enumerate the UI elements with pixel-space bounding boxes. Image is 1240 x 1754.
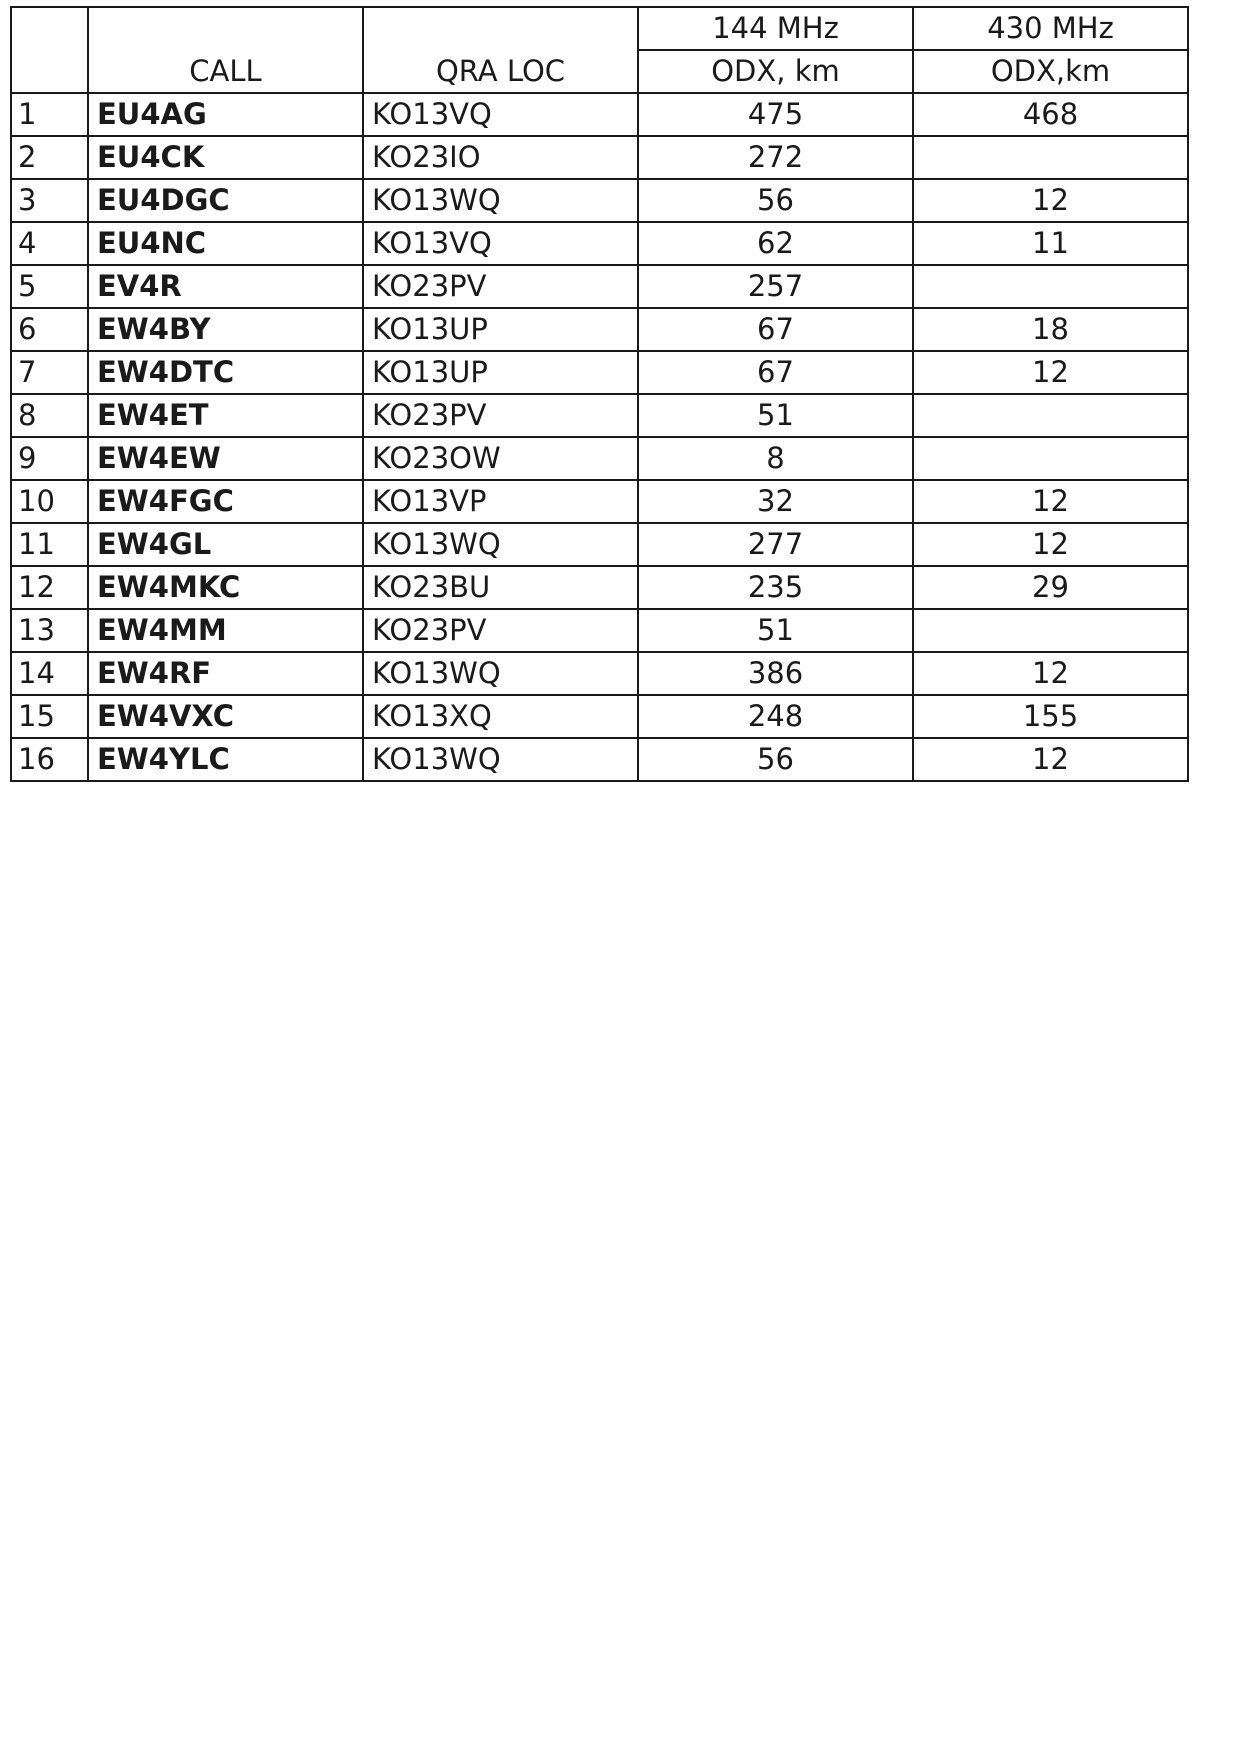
table-row (11, 308, 1188, 351)
table-row (11, 394, 1188, 437)
call-sign: EV4R (88, 265, 363, 308)
call-sign: EW4FGC (88, 480, 363, 523)
odx-144-value: 272 (638, 136, 913, 179)
odx-430-value (913, 394, 1188, 437)
qra-locator: KO13VQ (363, 222, 638, 265)
odx-table (10, 6, 1189, 782)
odx-144-value: 257 (638, 265, 913, 308)
call-sign: EW4MM (88, 609, 363, 652)
odx-430-value: 12 (913, 351, 1188, 394)
table-row (11, 136, 1188, 179)
call-sign: EU4CK (88, 136, 363, 179)
table-row (11, 695, 1188, 738)
odx-430-value: 12 (913, 523, 1188, 566)
row-number: 14 (11, 652, 88, 695)
table-row (11, 480, 1188, 523)
qra-locator: KO13UP (363, 351, 638, 394)
row-number: 11 (11, 523, 88, 566)
qra-locator: KO23PV (363, 265, 638, 308)
call-sign: EU4DGC (88, 179, 363, 222)
qra-locator: KO13WQ (363, 523, 638, 566)
call-sign: EW4YLC (88, 738, 363, 781)
odx-430-value: 18 (913, 308, 1188, 351)
odx-144-value: 248 (638, 695, 913, 738)
header-odx-430: ODX,km (913, 50, 1188, 93)
call-sign: EU4AG (88, 93, 363, 136)
odx-144-value: 8 (638, 437, 913, 480)
call-sign: EU4NC (88, 222, 363, 265)
odx-144-value: 51 (638, 394, 913, 437)
qra-locator: KO13VP (363, 480, 638, 523)
odx-430-value: 12 (913, 179, 1188, 222)
call-sign: EW4VXC (88, 695, 363, 738)
qra-locator: KO13XQ (363, 695, 638, 738)
qra-locator: KO23PV (363, 394, 638, 437)
odx-430-value (913, 437, 1188, 480)
row-number: 8 (11, 394, 88, 437)
qra-locator: KO13VQ (363, 93, 638, 136)
call-sign: EW4BY (88, 308, 363, 351)
call-sign: EW4DTC (88, 351, 363, 394)
row-number: 2 (11, 136, 88, 179)
odx-144-value: 235 (638, 566, 913, 609)
call-sign: EW4ET (88, 394, 363, 437)
table-row (11, 738, 1188, 781)
odx-430-value: 12 (913, 652, 1188, 695)
odx-144-value: 62 (638, 222, 913, 265)
qra-locator: KO23BU (363, 566, 638, 609)
row-number: 4 (11, 222, 88, 265)
odx-144-value: 475 (638, 93, 913, 136)
row-number: 6 (11, 308, 88, 351)
row-number: 16 (11, 738, 88, 781)
row-number: 13 (11, 609, 88, 652)
row-number: 12 (11, 566, 88, 609)
header-corner (11, 7, 88, 50)
table-row (11, 179, 1188, 222)
odx-430-value: 29 (913, 566, 1188, 609)
odx-144-value: 386 (638, 652, 913, 695)
odx-430-value: 12 (913, 480, 1188, 523)
odx-430-value: 155 (913, 695, 1188, 738)
header-qra-loc: QRA LOC (363, 50, 638, 93)
header-corner-bottom (11, 50, 88, 93)
odx-144-value: 67 (638, 308, 913, 351)
odx-430-value (913, 136, 1188, 179)
odx-430-value: 11 (913, 222, 1188, 265)
row-number: 7 (11, 351, 88, 394)
odx-144-value: 51 (638, 609, 913, 652)
row-number: 1 (11, 93, 88, 136)
header-call-top (88, 7, 363, 50)
row-number: 3 (11, 179, 88, 222)
odx-430-value: 12 (913, 738, 1188, 781)
table-row (11, 566, 1188, 609)
qra-locator: KO13WQ (363, 652, 638, 695)
row-number: 9 (11, 437, 88, 480)
table-row (11, 609, 1188, 652)
qra-locator: KO13WQ (363, 179, 638, 222)
qra-locator: KO13UP (363, 308, 638, 351)
qra-locator: KO23PV (363, 609, 638, 652)
table-row (11, 523, 1188, 566)
odx-430-value (913, 609, 1188, 652)
header-row-top (11, 7, 1188, 50)
table-row (11, 265, 1188, 308)
call-sign: EW4GL (88, 523, 363, 566)
odx-144-value: 32 (638, 480, 913, 523)
table-row (11, 351, 1188, 394)
odx-144-value: 56 (638, 738, 913, 781)
header-row-bottom (11, 50, 1188, 93)
header-band-144: 144 MHz (638, 7, 913, 50)
header-odx-144: ODX, km (638, 50, 913, 93)
qra-locator: KO13WQ (363, 738, 638, 781)
header-call: CALL (88, 50, 363, 93)
qra-locator: KO23OW (363, 437, 638, 480)
table-row (11, 652, 1188, 695)
odx-430-value (913, 265, 1188, 308)
qra-locator: KO23IO (363, 136, 638, 179)
call-sign: EW4RF (88, 652, 363, 695)
odx-144-value: 56 (638, 179, 913, 222)
header-loc-top (363, 7, 638, 50)
odx-430-value: 468 (913, 93, 1188, 136)
call-sign: EW4EW (88, 437, 363, 480)
table-row (11, 437, 1188, 480)
odx-144-value: 277 (638, 523, 913, 566)
call-sign: EW4MKC (88, 566, 363, 609)
table-row (11, 93, 1188, 136)
odx-144-value: 67 (638, 351, 913, 394)
table-row (11, 222, 1188, 265)
row-number: 15 (11, 695, 88, 738)
header-band-430: 430 MHz (913, 7, 1188, 50)
odx-table-container (10, 6, 1189, 782)
row-number: 5 (11, 265, 88, 308)
row-number: 10 (11, 480, 88, 523)
